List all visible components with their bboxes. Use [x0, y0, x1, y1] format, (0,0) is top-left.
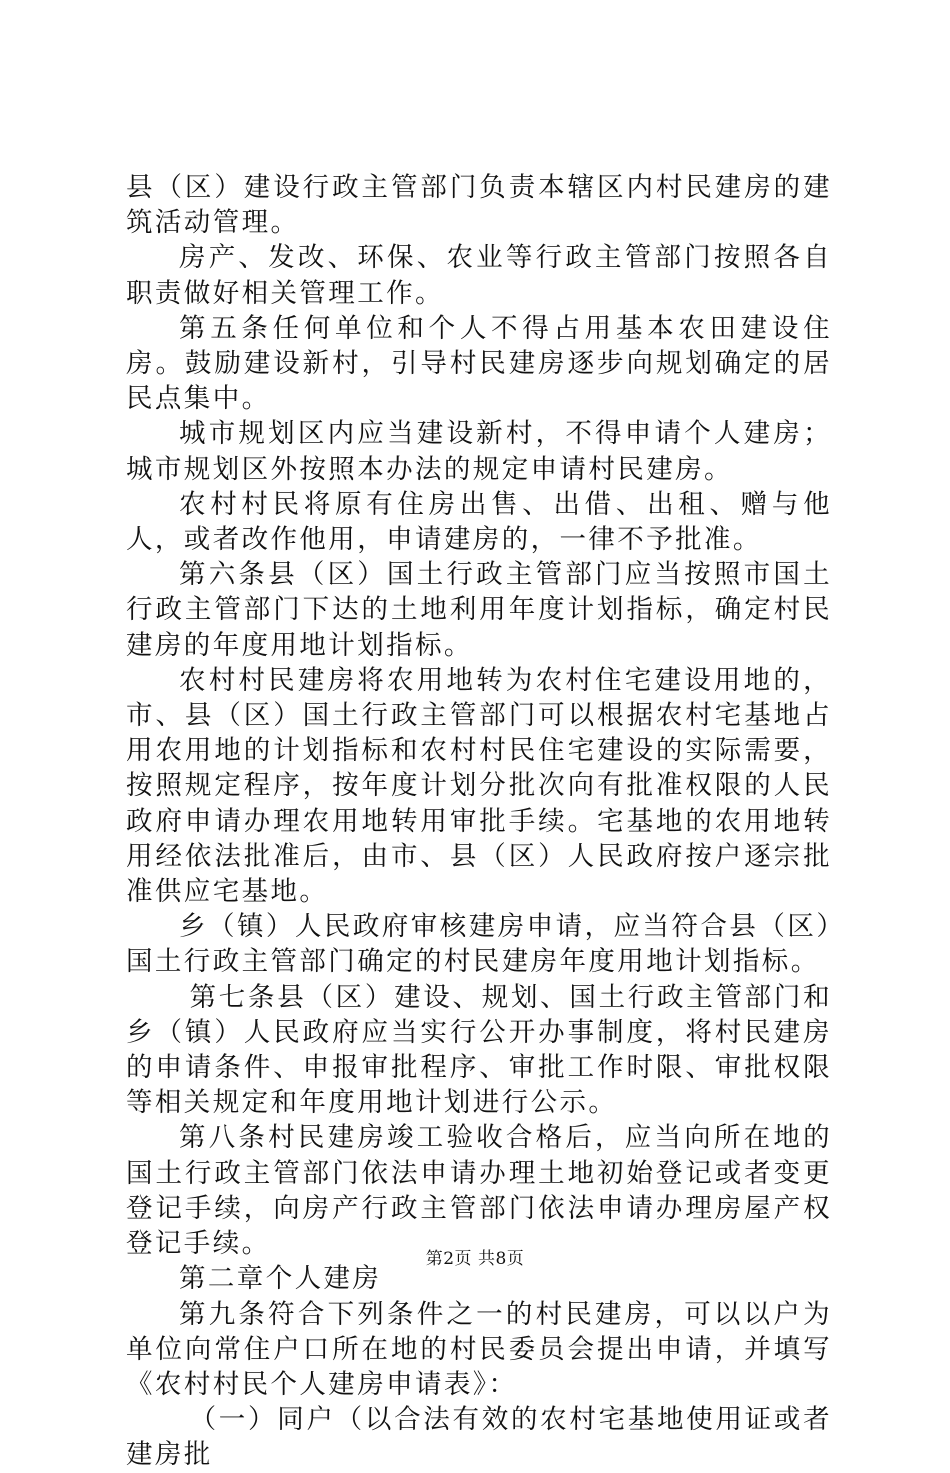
- paragraph-farmland-conversion: 农村村民建房将农用地转为农村住宅建设用地的，市、县（区）国土行政主管部门可以根据农村宅基地占用农用地的计划指标和农村村民住宅建设的实际需要，按照规定程序，按年度计划分批次向有批准权限的人民政府申请办理农用地转用审批手续。宅基地的农用地转用经依法批准后，由市、县（区）人民政府按户逐宗批准供应宅基地。: [126, 664, 832, 908]
- paragraph-item-1: （一）同户（以合法有效的农村宅基地使用证或者建房批: [126, 1404, 832, 1471]
- paragraph-article-8: 第八条村民建房竣工验收合格后，应当向所在地的国土行政主管部门依法申请办理土地初始登记或者变更登记手续，向房产行政主管部门依法申请办理房屋产权登记手续。: [126, 1122, 832, 1260]
- paragraph-article-7: 第七条县（区）建设、规划、国土行政主管部门和乡（镇）人民政府应当实行公开办事制度，将村民建房的申请条件、申报审批程序、审批工作时限、审批权限等相关规定和年度用地计划进行公示。: [126, 981, 832, 1119]
- paragraph-township-review: 乡（镇）人民政府审核建房申请，应当符合县（区）国土行政主管部门确定的村民建房年度用地计划指标。: [126, 911, 832, 978]
- paragraph-other-departments: 房产、发改、环保、农业等行政主管部门按照各自职责做好相关管理工作。: [126, 242, 832, 309]
- paragraph-article-5: 第五条任何单位和个人不得占用基本农田建设住房。鼓励建设新村，引导村民建房逐步向规划确定的居民点集中。: [126, 312, 832, 415]
- document-body: [126, 170, 832, 1473]
- chapter-heading: 第二章个人建房: [179, 1263, 382, 1295]
- paragraph-county-construction: 县（区）建设行政主管部门负责本辖区内村民建房的建筑活动管理。: [126, 172, 832, 239]
- paragraph-urban-planning-area: 城市规划区内应当建设新村，不得申请个人建房；城市规划区外按照本办法的规定申请村民建房。: [126, 418, 832, 485]
- page-number-footer: 第2页 共8页: [425, 1249, 525, 1269]
- paragraph-article-6: 第六条县（区）国土行政主管部门应当按照市国土行政主管部门下达的土地利用年度计划指标，确定村民建房的年度用地计划指标。: [126, 559, 832, 661]
- paragraph-article-9: 第九条符合下列条件之一的村民建房，可以以户为单位向常住户口所在地的村民委员会提出申请，并填写《农村村民个人建房申请表》：: [126, 1298, 832, 1400]
- paragraph-resale-restriction: 农村村民将原有住房出售、出借、出租、赠与他人，或者改作他用，申请建房的，一律不予批准。: [126, 488, 832, 556]
